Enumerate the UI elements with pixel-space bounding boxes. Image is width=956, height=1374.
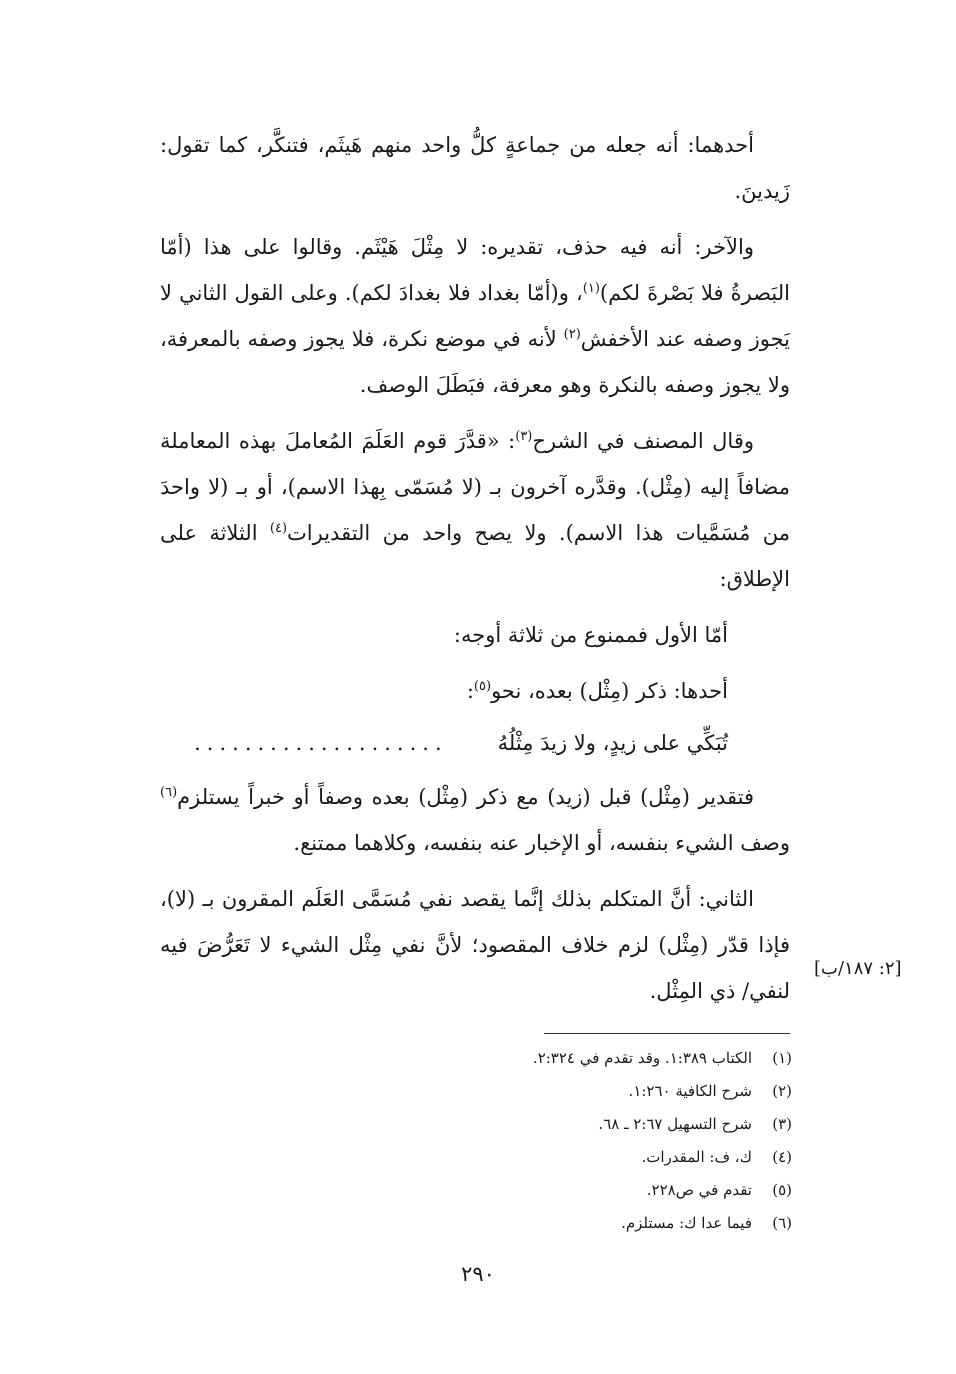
footnote-marker-5: (٥) [473, 679, 492, 694]
footnote-marker-6: (٦) [160, 785, 178, 800]
footnote-divider [544, 1033, 790, 1034]
paragraph-5: أحدها: ذكر (مِثْل) بعده، نحو$^{(٥)}$: [466, 679, 728, 703]
footnote-5: (٥)تقدم في ص٢٢٨. [646, 1181, 792, 1199]
footnote-marker-2: (٢) [563, 327, 581, 342]
footnote-marker-1: (١) [582, 281, 600, 296]
paragraph-6: فتقدير (مِثْل) قبل (زيد) مع ذكر (مِثْل) بعده وصفاً أو خبراً يستلزم$^{(٦)}$ وصف الشيء بنفسه، أو الإخبار عنه بنفسه، وكلاهما ممتنع. [160, 785, 790, 855]
page-number: ٢٩٠ [461, 1262, 495, 1286]
paragraph-7: الثاني: أنَّ المتكلم بذلك إنَّما يقصد نفي مُسَمَّى العَلَم المقرون بـ (لا)، فإذا قدّر (مِثْل) لزم خلاف المقصود؛ لأنَّ نفي مِثْل الشيء لا تَعَرُّضَ فيه لنفي/ ذي المِثْل. [160, 887, 790, 1003]
footnote-marker-3: (٣) [515, 429, 533, 444]
footnote-3: (٣)شرح التسهيل ٢:٦٧ ـ ٦٨. [598, 1115, 792, 1133]
footnotes [533, 1042, 792, 1240]
verse-hemistich: تُبَكِّي على زيدٍ، ولا زيدَ مِثْلُهُ [497, 731, 728, 755]
paragraph-2: والآخر: أنه فيه حذف، تقديره: لا مِثْلَ هَيْثَم. وقالوا على هذا (أمّا البَصرةُ فلا بَصْرةَ لكم)$^{(١)}$، و(أمّا بغداد فلا بغدادَ لكم). وعلى القول الثاني لا يَجوز وصفه عند الأخفش$^{(٢)}$ لأنه في موضع نكرة، فلا يجوز وصفه بالمعرفة، ولا يجوز وصفه بالنكرة وهو معرفة، فبَطَلَ الوصف. [160, 235, 790, 397]
footnote-marker-4: (٤) [269, 521, 288, 536]
manuscript-folio-reference: [٢: ١٨٧/ب] [814, 958, 902, 979]
main-text [160, 122, 790, 1014]
verse-dots: .................... [194, 731, 448, 755]
footnote-1: (١)الكتاب ١:٣٨٩. وقد تقدم في ٢:٣٢٤. [532, 1049, 792, 1067]
footnote-2: (٢)شرح الكافية ١:٢٦٠. [628, 1082, 792, 1100]
paragraph-4: أمّا الأول فممنوع من ثلاثة أوجه: [453, 623, 728, 647]
footnote-4: (٤)ك، ف: المقدرات. [641, 1148, 792, 1166]
verse-line [160, 720, 790, 766]
paragraph-3: وقال المصنف في الشرح$^{(٣)}$: «قدَّرَ قوم العَلَمَ المُعاملَ بهذه المعاملة مضافاً إليه (مِثْل). وقدَّره آخرون بـ (لا مُسَمّى بِهذا الاسم)، أو بـ (لا واحدَ من مُسَمَّيات هذا الاسم). ولا يصح واحد من التقديرات$^{(٤)}$ الثلاثة على الإطلاق: [160, 429, 790, 591]
paragraph-1: أحدهما: أنه جعله من جماعةٍ كلُّ واحد منهم هَيثَم، فتنكَّر، كما تقول: زَيدينَ. [160, 133, 790, 203]
footnote-6: (٦)فيما عدا ك: مستلزم. [621, 1214, 792, 1232]
